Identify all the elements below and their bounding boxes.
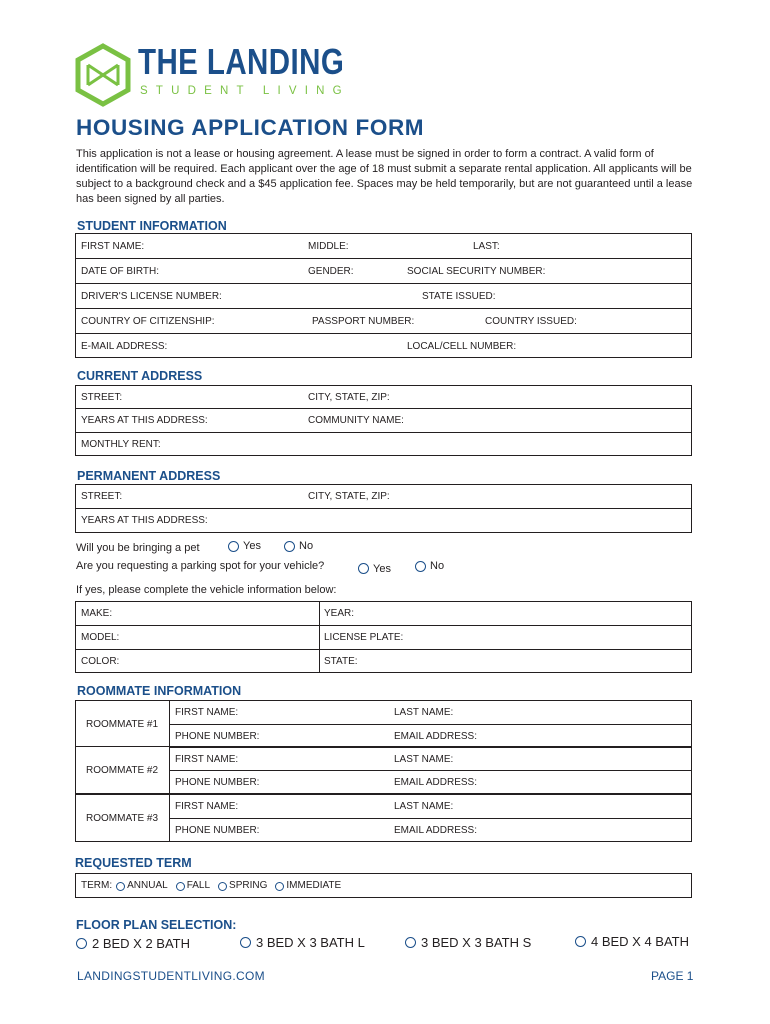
roommate-3-first-name-label: FIRST NAME:	[175, 801, 239, 812]
roommate-3-last-name-label: LAST NAME:	[394, 801, 454, 812]
term-immediate-radio[interactable]	[275, 882, 284, 891]
floor-plan-4x4-label: 4 BED X 4 BATH	[591, 934, 690, 949]
pet-question: Will you be bringing a pet	[76, 542, 200, 554]
current-address-table	[75, 385, 692, 456]
roommate-2-contact-row[interactable]	[169, 771, 691, 794]
roommate-1-email-label: EMAIL ADDRESS:	[394, 731, 477, 742]
floor-plan-3x3l-radio[interactable]	[240, 937, 251, 948]
first-name-label: FIRST NAME:	[81, 241, 145, 252]
term-immediate-label: IMMEDIATE	[286, 880, 342, 891]
vehicle-row-model[interactable]	[76, 626, 691, 650]
term-annual-radio[interactable]	[116, 882, 125, 891]
current-years-label: YEARS AT THIS ADDRESS:	[81, 415, 208, 426]
pet-yes-option[interactable]	[228, 541, 261, 552]
vehicle-row-make[interactable]	[76, 602, 691, 626]
vehicle-state-label: STATE:	[324, 656, 358, 667]
vehicle-note: If yes, please complete the vehicle information below:	[76, 584, 337, 596]
permanent-years-label: YEARS AT THIS ADDRESS:	[81, 515, 208, 526]
permanent-address-heading: PERMANENT ADDRESS	[77, 469, 221, 483]
floor-plan-option-3x3l[interactable]	[240, 936, 365, 949]
vehicle-row-color[interactable]	[76, 650, 691, 674]
floor-plan-3x3s-radio[interactable]	[405, 937, 416, 948]
permanent-row-years[interactable]	[76, 509, 691, 534]
pet-no-option[interactable]	[284, 541, 313, 552]
roommate-1-phone-label: PHONE NUMBER:	[175, 731, 260, 742]
model-label: MODEL:	[81, 632, 120, 643]
parking-yes-label: Yes	[373, 563, 391, 575]
roommate-2-name-row[interactable]	[169, 747, 691, 771]
term-fall-radio[interactable]	[176, 882, 185, 891]
floor-plan-2x2-label: 2 BED X 2 BATH	[92, 936, 191, 951]
term-spring-label: SPRING	[229, 880, 268, 891]
make-label: MAKE:	[81, 608, 113, 619]
parking-yes-radio[interactable]	[358, 563, 369, 574]
roommate-2-email-label: EMAIL ADDRESS:	[394, 777, 477, 788]
brand-tagline: STUDENT LIVING	[140, 85, 350, 97]
current-row-street[interactable]	[76, 386, 691, 409]
roommate-3-name-row[interactable]	[169, 795, 691, 819]
current-address-heading: CURRENT ADDRESS	[77, 369, 203, 383]
parking-yes-option[interactable]	[358, 561, 391, 575]
roommate-2-first-name-label: FIRST NAME:	[175, 754, 239, 765]
pet-yes-label: Yes	[243, 540, 261, 552]
ssn-label: SOCIAL SECURITY NUMBER:	[407, 266, 546, 277]
term-option-annual[interactable]	[116, 881, 168, 891]
license-label: DRIVER'S LICENSE NUMBER:	[81, 291, 222, 302]
email-label: E-MAIL ADDRESS:	[81, 341, 168, 352]
term-spring-radio[interactable]	[218, 882, 227, 891]
roommate-1-label: ROOMMATE #1	[86, 719, 159, 730]
permanent-street-label: STREET:	[81, 491, 123, 502]
floor-plan-3x3s-label: 3 BED X 3 BATH S	[421, 935, 532, 950]
permanent-city-label: CITY, STATE, ZIP:	[308, 491, 390, 502]
floor-plan-option-2x2[interactable]	[76, 937, 190, 950]
landing-logo-icon	[74, 43, 132, 107]
term-box	[75, 873, 692, 898]
roommate-3-label: ROOMMATE #3	[86, 813, 159, 824]
footer-website[interactable]: LANDINGSTUDENTLIVING.COM	[77, 969, 265, 983]
student-row-contact[interactable]	[76, 334, 691, 359]
permanent-address-table	[75, 484, 692, 533]
roommate-1-block	[75, 700, 692, 747]
pet-no-label: No	[299, 540, 314, 552]
floor-plan-heading: FLOOR PLAN SELECTION:	[76, 918, 237, 932]
roommate-info-heading: ROOMMATE INFORMATION	[77, 684, 242, 698]
roommate-2-phone-label: PHONE NUMBER:	[175, 777, 260, 788]
roommate-1-name-row[interactable]	[169, 701, 691, 725]
term-annual-label: ANNUAL	[127, 880, 168, 891]
community-name-label: COMMUNITY NAME:	[308, 415, 404, 426]
middle-name-label: MIDDLE:	[308, 241, 349, 252]
term-options	[81, 881, 345, 891]
floor-plan-option-4x4[interactable]	[575, 935, 689, 948]
student-info-heading: STUDENT INFORMATION	[77, 219, 227, 233]
passport-label: PASSPORT NUMBER:	[312, 316, 415, 327]
floor-plan-2x2-radio[interactable]	[76, 938, 87, 949]
student-info-table	[75, 233, 692, 358]
citizenship-label: COUNTRY OF CITIZENSHIP:	[81, 316, 215, 327]
student-row-dob[interactable]	[76, 259, 691, 284]
phone-label: LOCAL/CELL NUMBER:	[407, 341, 517, 352]
student-row-license[interactable]	[76, 284, 691, 309]
roommate-2-block	[75, 747, 692, 794]
roommate-3-email-label: EMAIL ADDRESS:	[394, 825, 477, 836]
roommate-1-last-name-label: LAST NAME:	[394, 707, 454, 718]
roommate-1-contact-row[interactable]	[169, 725, 691, 748]
term-option-fall[interactable]	[176, 881, 210, 891]
term-option-spring[interactable]	[218, 881, 267, 891]
last-name-label: LAST:	[473, 241, 500, 252]
vehicle-table	[75, 601, 692, 673]
monthly-rent-label: MONTHLY RENT:	[81, 439, 161, 450]
current-row-years[interactable]	[76, 409, 691, 433]
current-city-label: CITY, STATE, ZIP:	[308, 392, 390, 403]
color-label: COLOR:	[81, 656, 120, 667]
student-row-name[interactable]	[76, 234, 691, 259]
roommate-2-label: ROOMMATE #2	[86, 765, 159, 776]
parking-no-radio[interactable]	[415, 561, 426, 572]
roommate-3-phone-label: PHONE NUMBER:	[175, 825, 260, 836]
pet-yes-radio[interactable]	[228, 541, 239, 552]
student-row-citizenship[interactable]	[76, 309, 691, 334]
roommate-3-contact-row[interactable]	[169, 819, 691, 843]
requested-term-heading: REQUESTED TERM	[75, 856, 192, 870]
gender-label: GENDER:	[308, 266, 354, 277]
parking-no-label: No	[430, 560, 445, 572]
term-option-immediate[interactable]	[275, 881, 341, 891]
parking-question: Are you requesting a parking spot for your vehicle?	[76, 560, 325, 572]
roommate-3-block	[75, 794, 692, 842]
floor-plan-option-3x3s[interactable]	[405, 936, 531, 949]
page-title: HOUSING APPLICATION FORM	[76, 115, 425, 140]
floor-plan-3x3l-label: 3 BED X 3 BATH L	[256, 935, 365, 950]
roommate-1-first-name-label: FIRST NAME:	[175, 707, 239, 718]
pet-no-radio[interactable]	[284, 541, 295, 552]
roommate-2-last-name-label: LAST NAME:	[394, 754, 454, 765]
term-label: TERM:	[81, 880, 113, 891]
current-street-label: STREET:	[81, 392, 123, 403]
floor-plan-4x4-radio[interactable]	[575, 936, 586, 947]
brand-name: THE LANDING	[138, 41, 345, 82]
license-plate-label: LICENSE PLATE:	[324, 632, 404, 643]
footer-page-number: PAGE 1	[651, 969, 694, 983]
parking-no-option[interactable]	[415, 561, 444, 572]
dob-label: DATE OF BIRTH:	[81, 266, 159, 277]
year-label: YEAR:	[324, 608, 355, 619]
term-fall-label: FALL	[186, 880, 211, 891]
intro-text: This application is not a lease or housing agreement. A lease must be signed in order to form a contract. A valid form of identification will be required. Each applicant over the age of 18 must submit a separate rental application. All applicants will be subject to a background check and a $45 application fee. Spaces may be held temporarily, but are not guaranteed until a lease has been signed by all parties.	[76, 148, 693, 205]
country-issued-label: COUNTRY ISSUED:	[485, 316, 577, 327]
current-row-rent[interactable]	[76, 433, 691, 457]
permanent-row-street[interactable]	[76, 485, 691, 509]
state-issued-label: STATE ISSUED:	[422, 291, 496, 302]
